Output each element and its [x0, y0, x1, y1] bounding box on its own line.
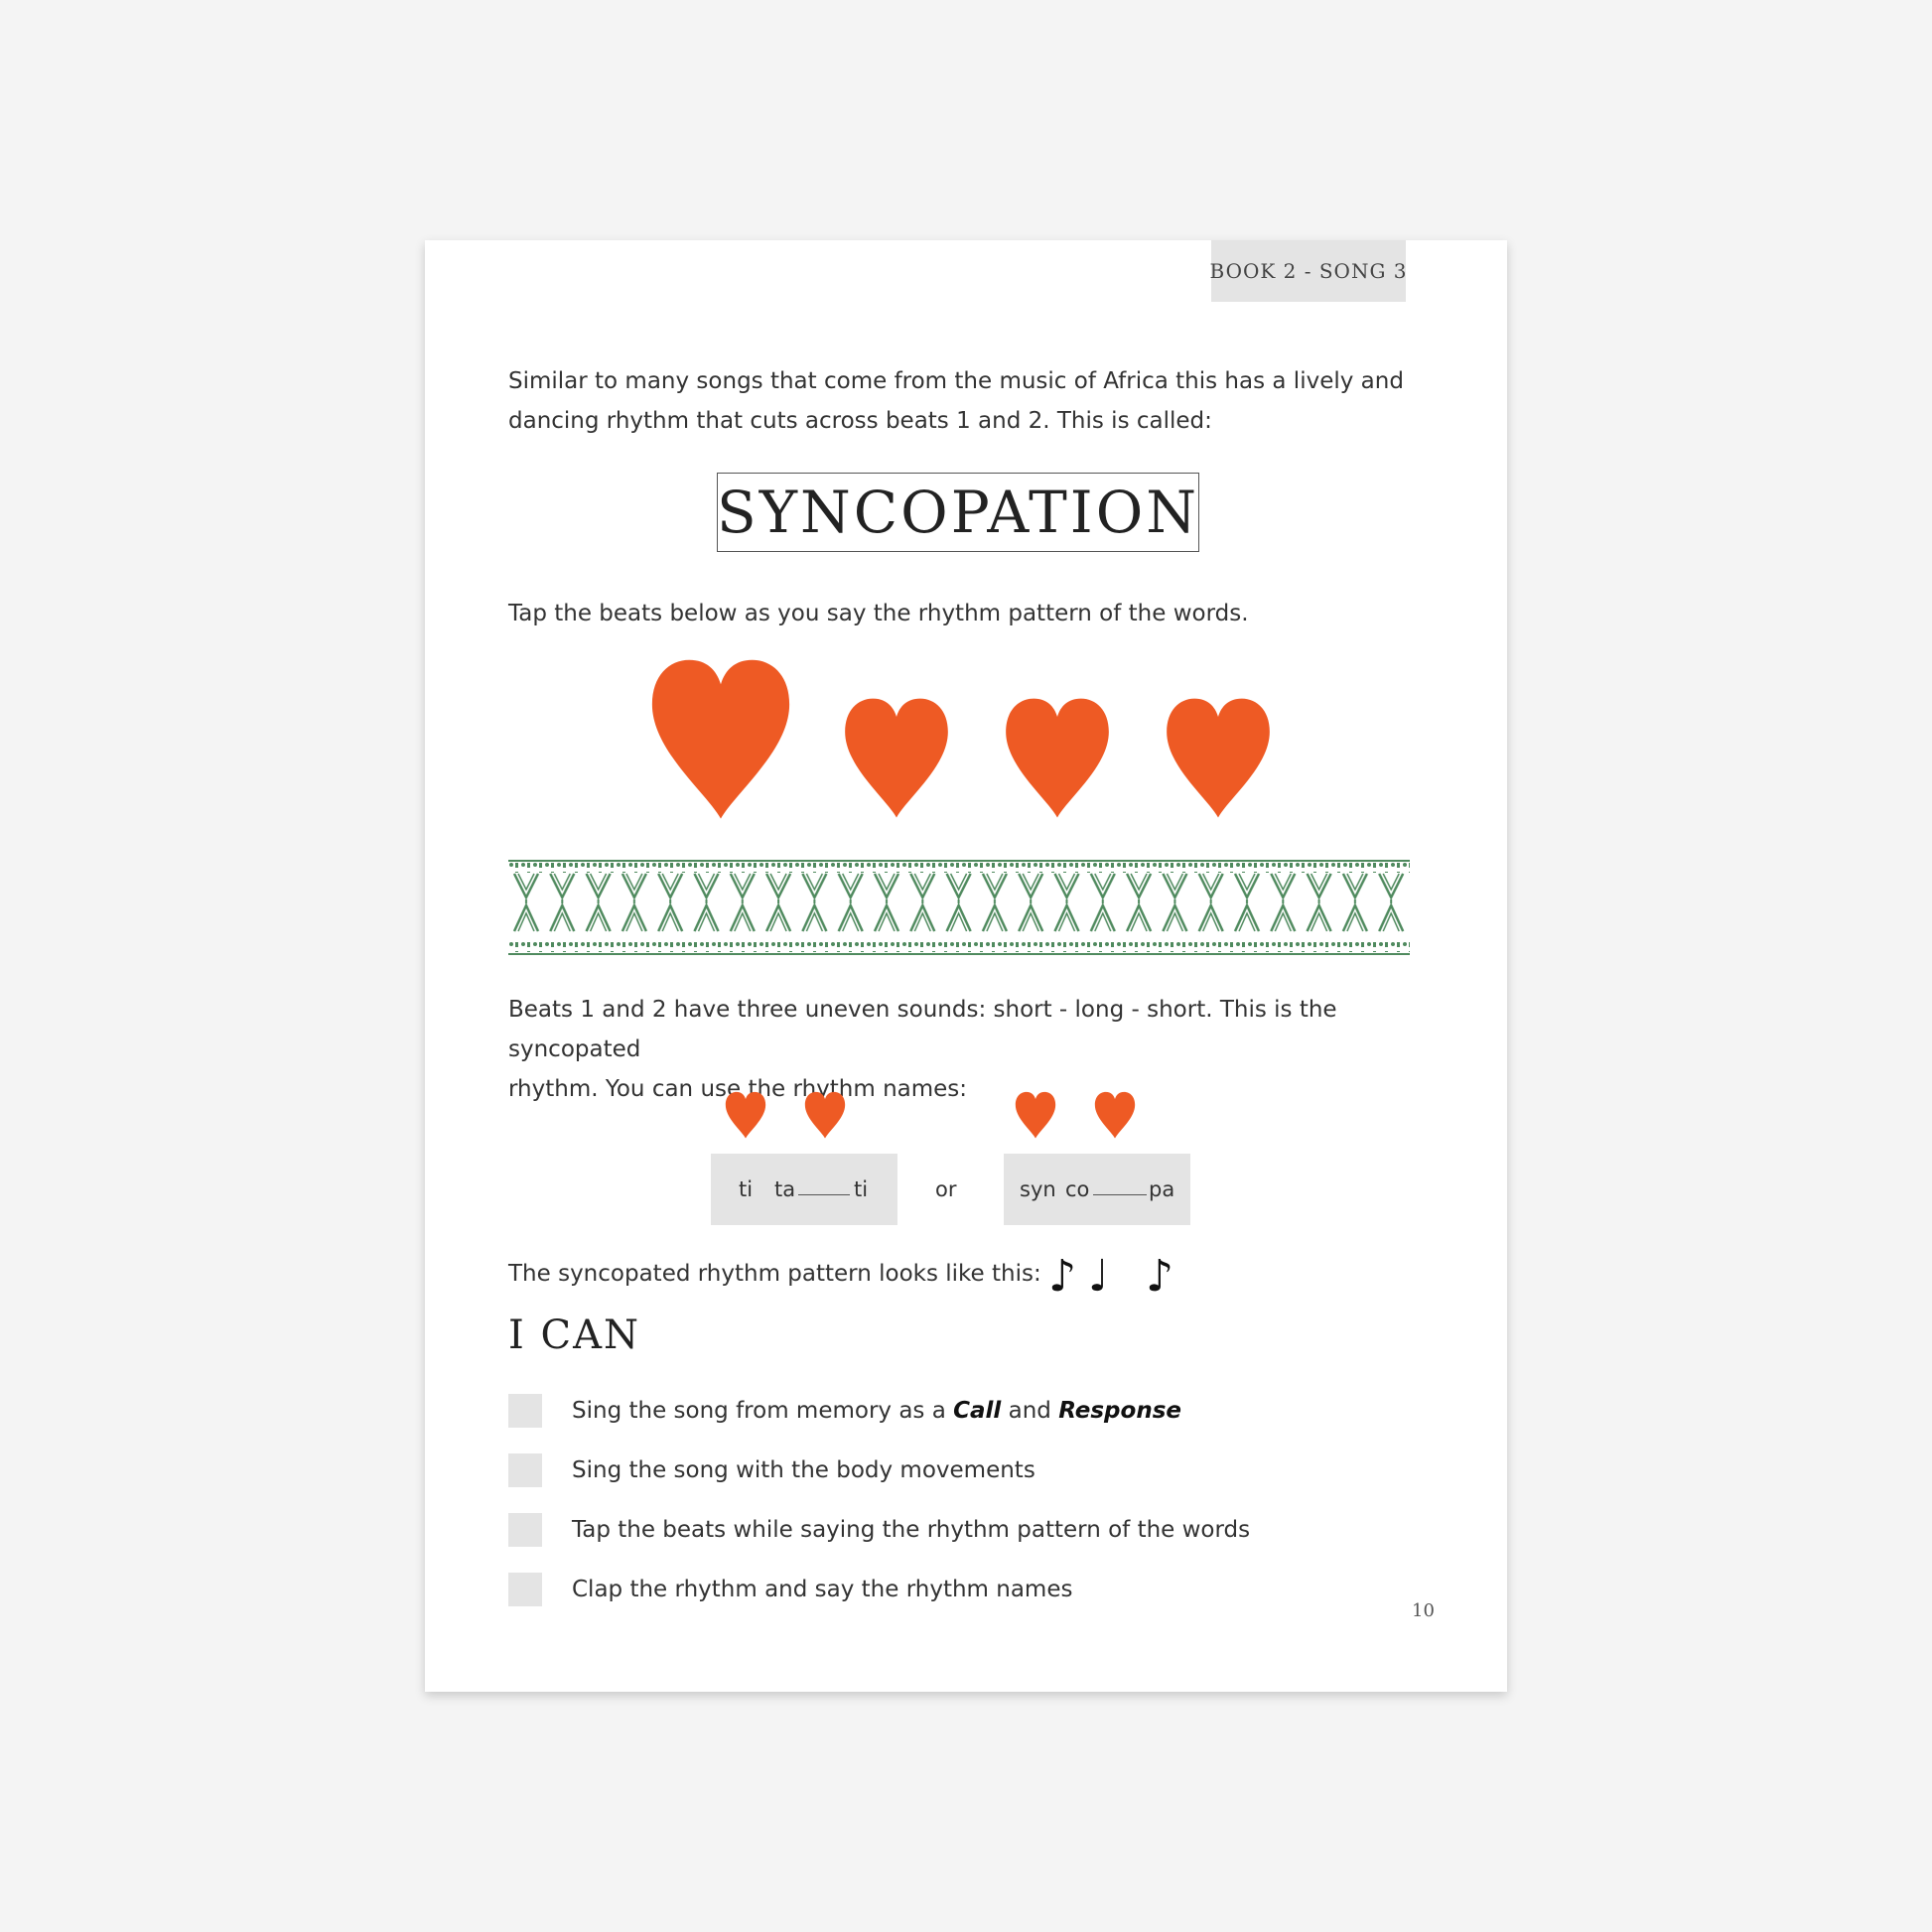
beats-paragraph — [508, 990, 1422, 1109]
heart-icon — [843, 695, 950, 820]
heart-icon — [725, 1090, 766, 1140]
quarter-note-icon: ♩ — [1088, 1251, 1109, 1302]
checklist-item — [508, 1453, 1402, 1489]
checklist-item — [508, 1394, 1402, 1430]
tie-line — [798, 1194, 850, 1195]
rhythm-syllable: syn — [1020, 1177, 1056, 1201]
heart-icon — [649, 655, 792, 822]
checklist-item — [508, 1573, 1402, 1608]
checkbox[interactable] — [508, 1573, 542, 1606]
checklist-item — [508, 1513, 1402, 1549]
tie-line — [1093, 1194, 1147, 1195]
beats-line-2: rhythm. You can use the rhythm names: — [508, 1076, 968, 1102]
intro-paragraph — [508, 361, 1422, 441]
book-song-tab: BOOK 2 - SONG 3 — [1211, 240, 1406, 302]
tap-instruction: Tap the beats below as you say the rhythm pattern of the words. — [508, 601, 1249, 626]
rhythm-syllable: ta — [774, 1177, 796, 1201]
rhythm-syllable: pa — [1149, 1177, 1175, 1201]
heart-icon — [804, 1090, 846, 1140]
call-word: Call — [953, 1398, 1002, 1424]
workbook-page — [425, 240, 1507, 1692]
intro-line-2: dancing rhythm that cuts across beats 1 and 2. This is called: — [508, 408, 1212, 434]
rhythm-syllable: co — [1065, 1177, 1090, 1201]
eighth-note-icon: ♪ — [1048, 1251, 1077, 1302]
checkbox[interactable] — [508, 1453, 542, 1487]
i-can-heading: I CAN — [508, 1312, 641, 1358]
checklist-label: Sing the song from memory as a Call and Response — [572, 1398, 1181, 1424]
or-label: or — [935, 1177, 957, 1201]
heart-icon — [1094, 1090, 1136, 1140]
rhythm-syllable: ti — [739, 1177, 754, 1201]
syncopation-title: SYNCOPATION — [717, 473, 1199, 552]
page-number: 10 — [1412, 1600, 1435, 1621]
intro-line-1: Similar to many songs that come from the music of Africa this has a lively and — [508, 368, 1404, 394]
heart-icon — [1004, 695, 1111, 820]
checkbox[interactable] — [508, 1513, 542, 1547]
african-pattern-border — [508, 860, 1410, 955]
eighth-note-icon: ♪ — [1146, 1251, 1174, 1302]
rhythm-syllable: ti — [854, 1177, 869, 1201]
checkbox[interactable] — [508, 1394, 542, 1428]
rhythm-name-box-syn-co-pa — [1004, 1154, 1190, 1225]
checklist-label: Sing the song with the body movements — [572, 1457, 1035, 1483]
rhythm-notation — [1048, 1251, 1197, 1311]
heart-icon — [1015, 1090, 1056, 1140]
heart-icon — [1165, 695, 1272, 820]
rhythm-name-box-ti-ta-ti — [711, 1154, 897, 1225]
checklist-label: Clap the rhythm and say the rhythm names — [572, 1577, 1073, 1602]
response-word: Response — [1058, 1398, 1181, 1424]
checklist-label: Tap the beats while saying the rhythm pattern of the words — [572, 1517, 1251, 1543]
pattern-text: The syncopated rhythm pattern looks like this: — [508, 1261, 1041, 1287]
beats-line-1: Beats 1 and 2 have three uneven sounds: short - long - short. This is the syncopated — [508, 997, 1337, 1062]
